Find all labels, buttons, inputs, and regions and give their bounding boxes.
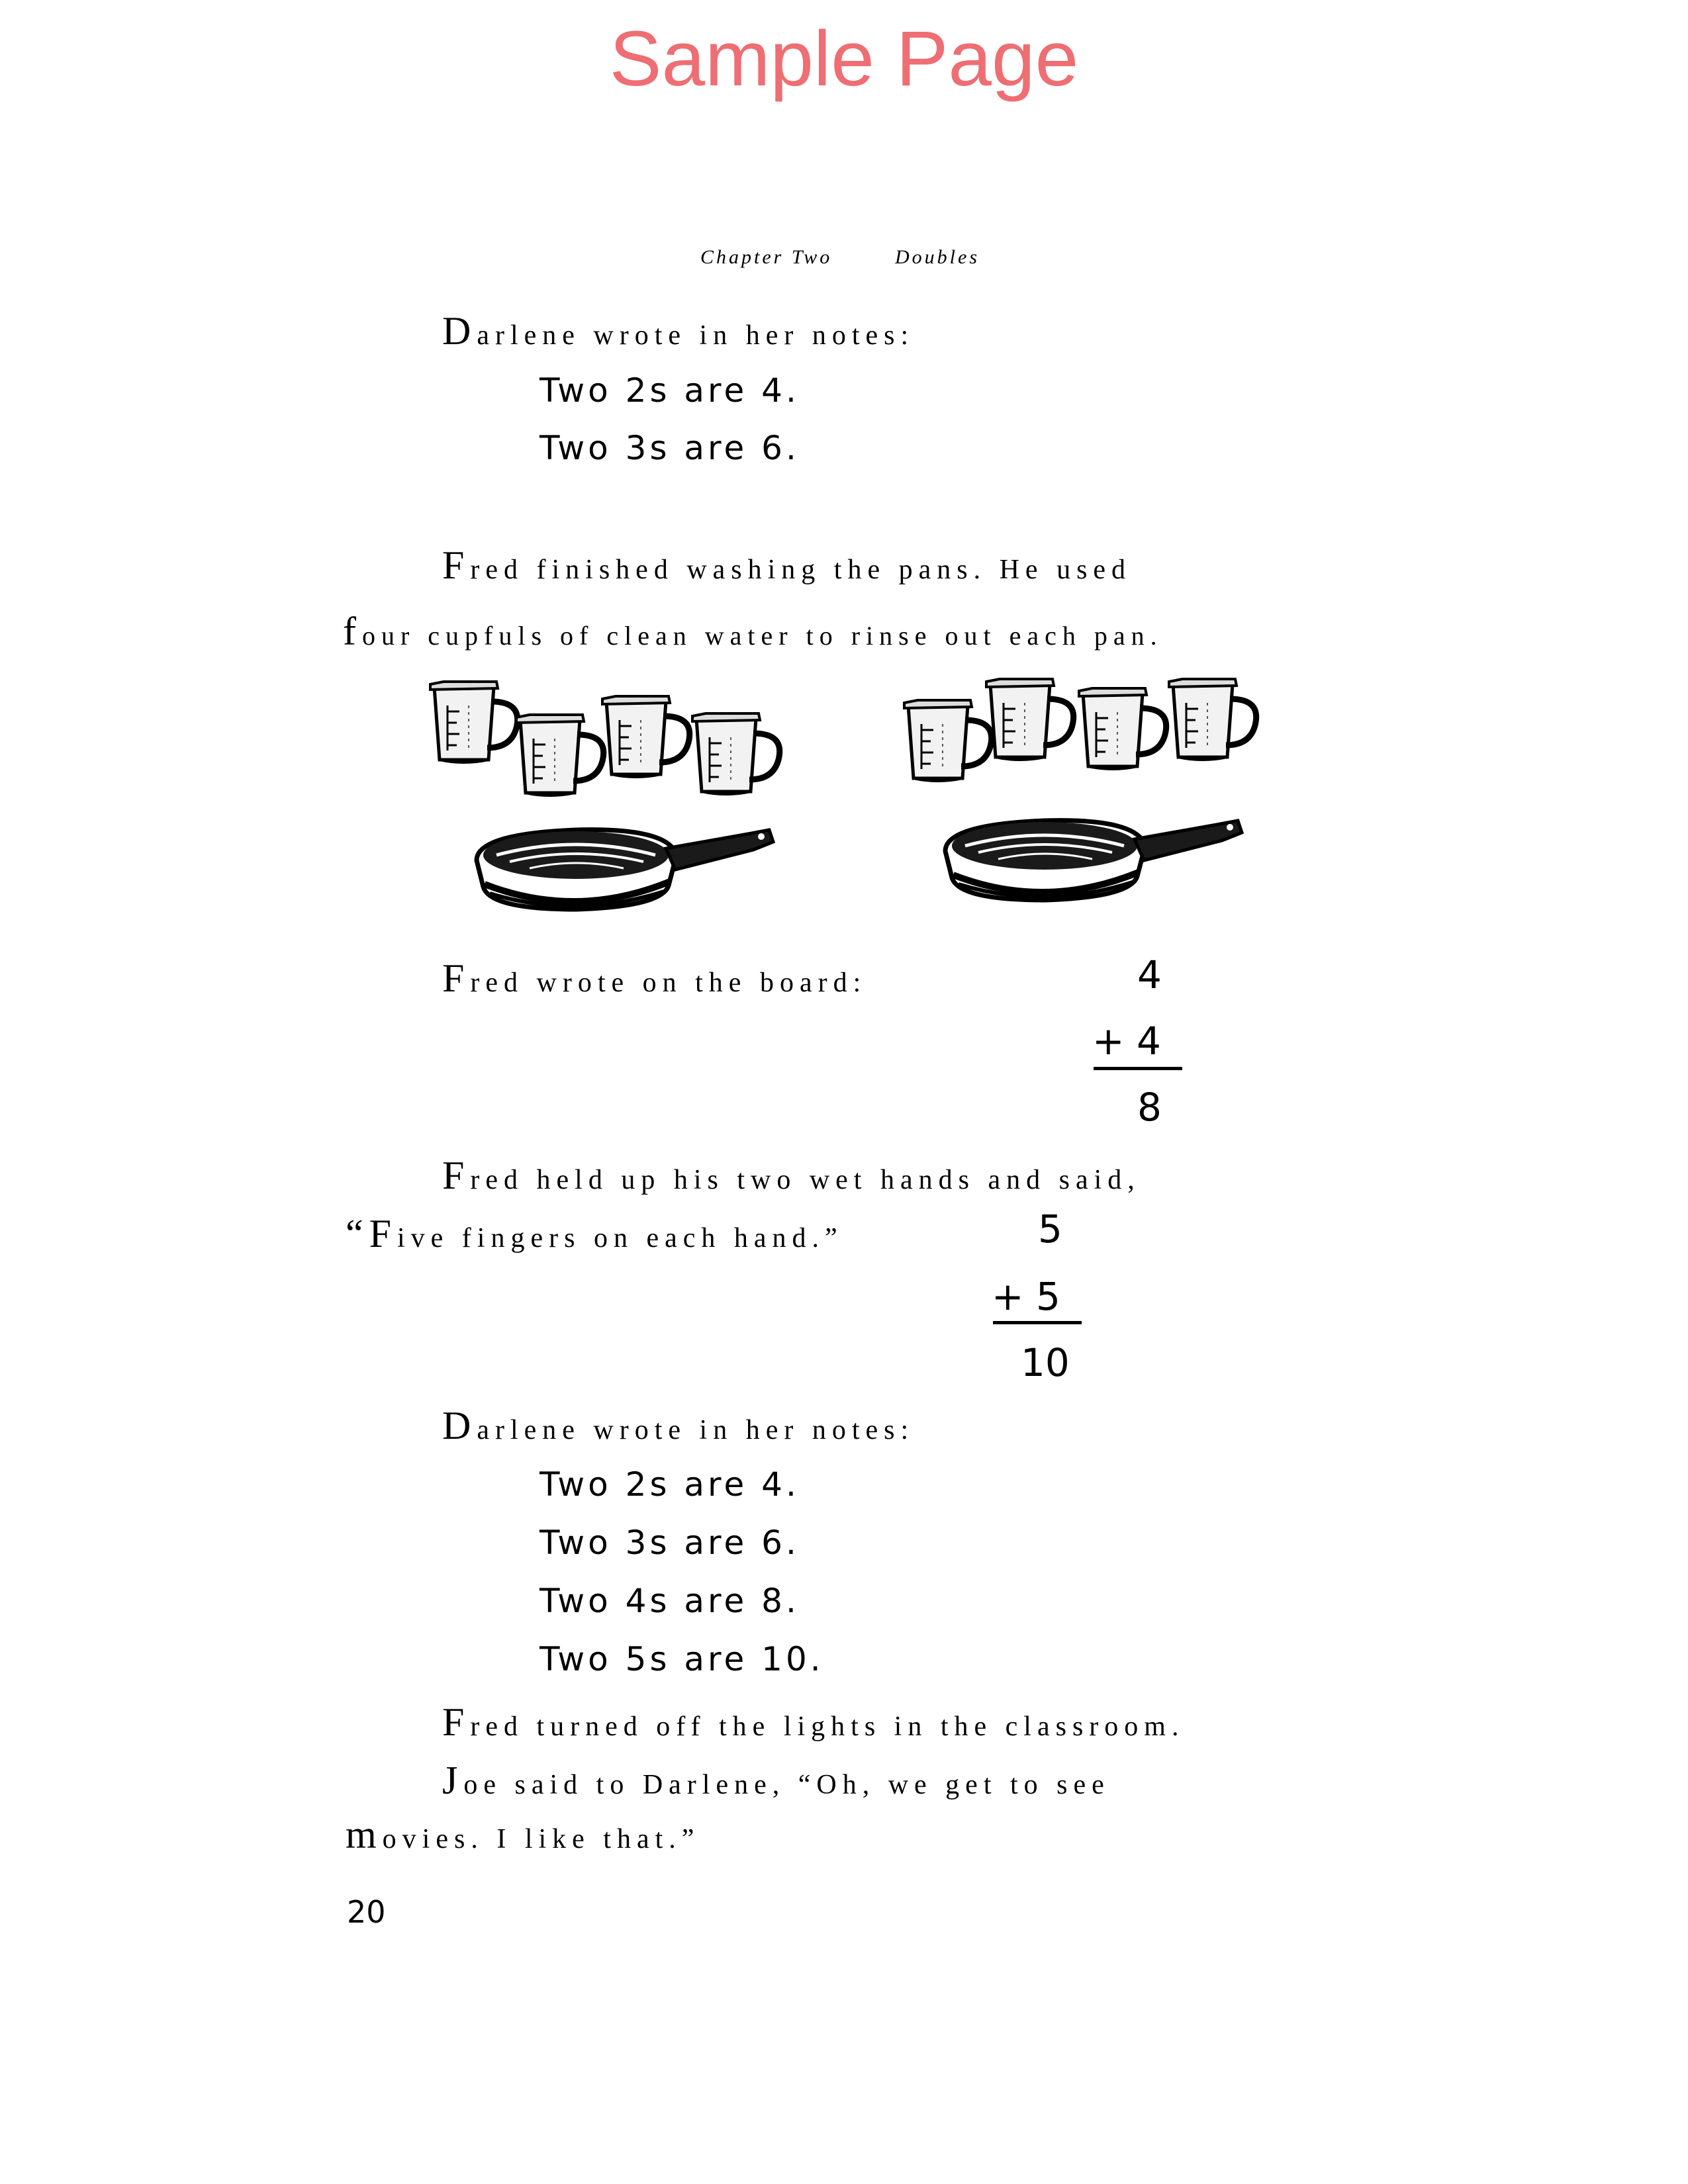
measuring-cup-icon	[602, 696, 690, 777]
sample-page-watermark: Sample Page	[609, 15, 1079, 103]
sum1-rule	[1094, 1067, 1182, 1070]
paragraph-darlene-notes-2: Darlene wrote in her notes:	[442, 1404, 915, 1447]
frying-pan-icon	[477, 830, 773, 909]
measuring-cup-icon	[692, 713, 780, 794]
page-number: 20	[347, 1894, 386, 1930]
sum1-addend: + 4	[1092, 1019, 1161, 1064]
sum2-result: 10	[1021, 1340, 1070, 1385]
running-head-title: Doubles	[895, 246, 980, 268]
measuring-cup-icon	[1169, 679, 1256, 760]
frying-pan-icon	[945, 821, 1242, 900]
paragraph-fred-hands-line2: “Five fingers on each hand.”	[346, 1212, 843, 1255]
measuring-cup-icon	[904, 700, 992, 781]
paragraph-joe-line1: Joe said to Darlene, “Oh, we get to see	[442, 1758, 1110, 1802]
paragraph-fred-lights: Fred turned off the lights in the classroom.	[442, 1700, 1185, 1744]
sum1-top: 4	[1137, 952, 1162, 997]
measuring-cup-icon	[986, 679, 1074, 760]
paragraph-darlene-notes-1: Darlene wrote in her notes:	[442, 309, 915, 353]
sum2-rule	[993, 1321, 1082, 1324]
measuring-cup-icon	[430, 682, 518, 762]
note-line: Two 3s are 6.	[539, 429, 800, 467]
sum2-addend: + 5	[992, 1274, 1060, 1319]
note-line: Two 4s are 8.	[539, 1582, 800, 1620]
note-line: Two 5s are 10.	[539, 1640, 824, 1678]
measuring-cup-icon	[516, 715, 604, 796]
paragraph-fred-pans-line1: Fred finished washing the pans. He used	[442, 543, 1132, 587]
measuring-cup-icon	[1079, 688, 1166, 769]
note-line: Two 2s are 4.	[539, 371, 800, 410]
note-line: Two 2s are 4.	[539, 1465, 800, 1504]
paragraph-fred-pans-line2: four cupfuls of clean water to rinse out each pan.	[343, 610, 1163, 653]
paragraph-fred-hands-line1: Fred held up his two wet hands and said,	[442, 1154, 1141, 1197]
note-line: Two 3s are 6.	[539, 1524, 800, 1562]
sum1-result: 8	[1137, 1085, 1162, 1130]
paragraph-joe-line2: movies. I like that.”	[346, 1813, 700, 1856]
running-head-chapter: Chapter Two	[700, 246, 833, 268]
paragraph-fred-board: Fred wrote on the board:	[442, 956, 867, 1000]
sum2-top: 5	[1038, 1206, 1062, 1251]
